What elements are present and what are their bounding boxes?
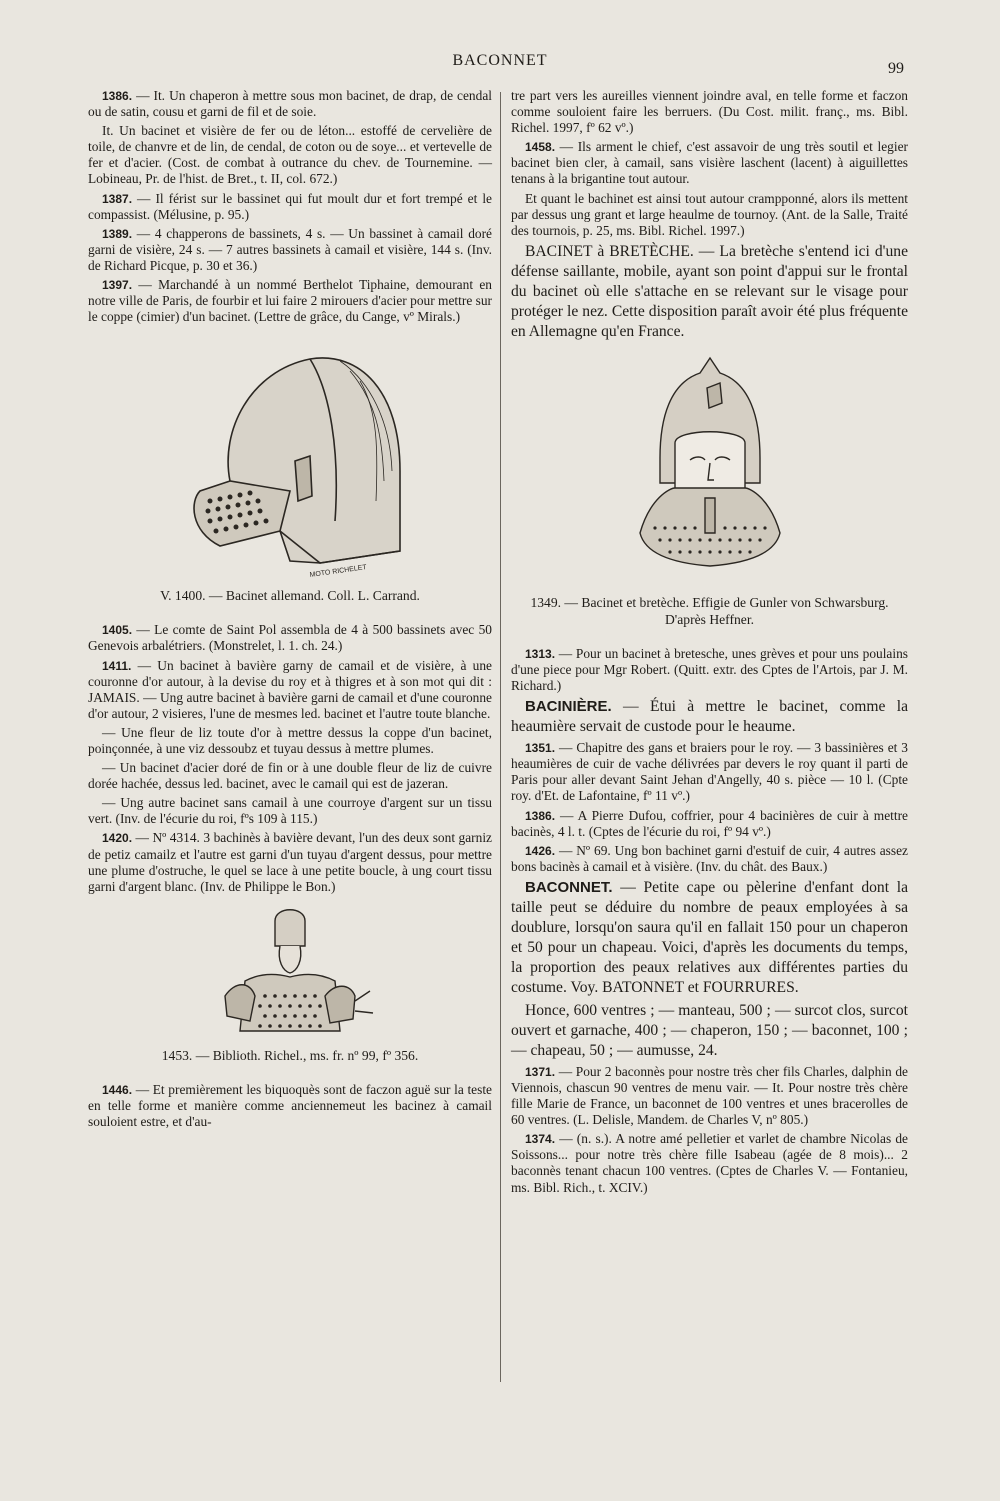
entry-year: 1411. [102,658,132,673]
paragraph-1386-dufou [511,808,908,840]
column-divider [500,92,501,1382]
figure-caption-1349: 1349. — Bacinet et bretèche. Effigie de Gunler von Schwarsburg. D'après Heffner. [530,594,889,627]
entry-year: 1351. [525,741,556,756]
entry-year: 1313. [525,646,556,661]
entry-heading: BACINIÈRE. [525,698,612,716]
entry-year: 1446. [102,1082,133,1097]
left-column [88,88,492,1133]
paragraph-peaux-list: Honce, 600 ventres ; — manteau, 500 ; — surcot clos, surcot ouvert et garnache, 400 ; — chaperon, 150 ; — baconnet, 100 ; — chapeau, 50 ; — aumusse, 24. [511,1001,908,1059]
entry-heading: BACONNET. [525,878,613,896]
running-head: BACONNET [452,52,548,69]
entry-text: — Chapitre des gans et braiers pour le roy. — 3 bassinières et 3 heaumières de cuir de vache délivrées par devers le roy quant il parti de Paris pour aller devant Saint Jehan d'Angelly, 40 s. pièce — 10 l. (Cpte roy. d'Et. de Lafontaine, fº 11 vº.) [511,740,908,804]
entry-year: 1397. [102,278,133,293]
entry-year: 1374. [525,1132,556,1147]
entry-text: — Un bacinet à bavière garny de camail et de visière, à une couronne d'or autour, à la devise du roy et à thigres et à son mot qui dit : JAMAIS. — Ung autre bacinet à bavière garni de camail et d'une couronne d'or autour, 2 visieres, l'une de mesmes led. bacinet et l'autre toute blanche. [88,657,492,721]
entry-year: 1420. [102,831,133,846]
right-column [511,88,908,1199]
entry-year: 1458. [525,140,556,155]
entry-baconnet [511,878,908,998]
entry-heading: BACINET à BRETÈCHE. [525,242,694,260]
entry-year: 1405. [102,623,133,638]
entry-baciniere [511,697,908,737]
engraver-signature: MOTO RICHELET [309,564,368,580]
entry-definition: — Étui à mettre le bacinet, comme la heaumière servait de custode pour le heaume. [511,698,908,736]
entry-definition: — La bretèche s'entend ici d'une défense saillante, mobile, ayant son point d'appui sur le frontal du bacinet où elle s'attache en se relevant sur le visage pour protéger le nez. Cette disposition paraît avoir été plus fréquente en Allemagne qu'en France. [511,242,908,340]
page-number: 99 [888,60,904,77]
paragraph-1405 [88,622,492,654]
entry-year: 1389. [102,226,133,241]
entry-text: — It. Un chaperon à mettre sous mon bacinet, de drap, de cendal ou de satin, cousu et garni de fil et de soie. [88,88,492,120]
paragraph-1397 [88,277,492,325]
paragraph-bachinet-crampponne: Et quant le bachinet est ainsi tout autour crampponné, alors ils mettent par dessus ung grant et large heaulme de tournoy. (Ant. de la Salle, Traité des tournois, p. 25, ms. Bibl. Richel. 1997.) [511,190,908,238]
paragraph-1387 [88,191,492,223]
paragraph-1313 [511,646,908,694]
entry-text: — 4 chapperons de bassinets, 4 s. — Un bassinet à camail doré garni de visière, 24 s. — 7 autres bassinets à camail et visière, 144 s. (Inv. de Richard Picque, p. 30 et 36.) [88,225,492,273]
paragraph-1371 [511,1064,908,1128]
entry-text: — (n. s.). A notre amé pelletier et varlet de chambre Nicolas de Soissons... pour notre très chère fille Isabeau (agée de 8 mois)... 2 baconnès tenant chacun 100 ventres. (Cptes de Charles V. — Fontanieu, ms. Bibl. Rich., t. XCIV.) [511,1131,908,1195]
armored-knight-illustration [205,901,375,1041]
entry-text: — Nº 69. Ung bon bachinet garni d'estuif de cuir, 4 autres assez bons bacinès à camail et à visière. (Inv. du chât. des Baux.) [511,842,908,874]
entry-text: — Marchandé à un nommé Berthelot Tiphaine, demourant en notre ville de Paris, de fourbir et lui faire 2 mirouers d'acier pour mettre sur le coppe (cimier) d'un bacinet. (Lettre de grâce, du Cange, vº Mirals.) [88,277,492,325]
entry-year: 1386. [525,808,556,823]
entry-bacinet-a-breteche [511,242,908,342]
entry-text: — Pour un bacinet à bretesche, unes grèves et pour uns poulains d'une piece pour Mgr Robert. (Quitt. extr. des Cptes de l'Artois, par J. M. Richard.) [511,645,908,694]
entry-year: 1387. [102,191,133,206]
paragraph-1411 [88,658,492,722]
paragraph-1374 [511,1131,908,1195]
effigy-illustration [610,348,810,588]
entry-year: 1386. [102,89,133,103]
entry-text: — Le comte de Saint Pol assembla de 4 à 500 bassinets avec 50 Genevois arbalétriers. (Monstrelet, l. 1. ch. 24.) [88,622,492,654]
paragraph-bacinet-visiere: It. Un bacinet et visière de fer ou de léton... estoffé de cervelière de toile, de chanvre et de lin, de cendal, de coton ou de soye... et vertevelle de fer et d'acier. (Cost. de combat à outrance du chev. de Tournemine. — Lobineau, Pr. de l'hist. de Bret., t. II, col. 672.) [88,123,492,187]
figure-bacinet-breteche [511,348,908,588]
paragraph-1389 [88,226,492,274]
entry-year: 1371. [525,1064,556,1079]
figure-bacinet-allemand [88,331,492,581]
paragraph-1420 [88,830,492,894]
paragraph-bacinet-acier: — Un bacinet d'acier doré de fin or à une double fleur de liz de cuivre dorée hachée, dessus led. bacinet, avec le camail qui est de jazeran. [88,760,492,792]
entry-year: 1426. [525,843,556,858]
bacinet-helmet-illustration [160,331,420,581]
figure-caption-1453: 1453. — Biblioth. Richel., ms. fr. nº 99, fº 356. [161,1047,419,1063]
paragraph-continuation: tre part vers les aureilles viennent joindre aval, en telle forme et faczon comme souloient faire les berruers. (Du Cost. milit. franç., ms. Bibl. Richel. 1997, fº 62 vº.) [511,88,908,136]
entry-text: — Pour 2 baconnès pour nostre très cher fils Charles, dalphin de Viennois, chascun 90 ventres de menu vair. — It. Pour nostre très chère fille Marie de France, un baconnet de 100 ventres et unes bracerolles de 60 ventres. (L. Delisle, Mandem. de Charles V, nº 805.) [511,1063,908,1128]
entry-text: — Ils arment le chief, c'est assavoir de ung très soutil et legier bacinet bien cler, à camail, sans visière laschent (lacent) à aiguillettes tenans à la brigantine tout autour. [511,139,908,187]
entry-definition: — Petite cape ou pèlerine d'enfant dont la taille peut se déduire du nombre de peaux employées à sa doublure, lorsqu'on saura qu'il en fallait 150 pour un chaperon et 50 pour un chapeau. Voici, d'après les documents du temps, la proportion des peaux relatives aux différentes parties du costume. Voy. BATONNET et FOURRURES. [511,878,908,996]
figure-armored-knight [88,901,492,1041]
paragraph-fleur-de-liz: — Une fleur de liz toute d'or à mettre dessus la coppe d'un bacinet, poinçonnée, à une viz dessoubz et tuyau dessus à mettre plumes. [88,724,492,756]
paragraph-1446 [88,1082,492,1130]
entry-text: — A Pierre Dufou, coffrier, pour 4 bacinières de cuir à mettre bacinès, 4 l. t. (Cptes de l'écurie du roi, fº 94 vº.) [511,807,908,839]
paragraph-1426 [511,843,908,875]
paragraph-1386 [88,88,492,120]
paragraph-bacinet-sans-camail: — Ung autre bacinet sans camail à une courroye d'argent sur un tissu vert. (Inv. de l'écurie du roi, fºs 109 à 115.) [88,795,492,827]
entry-text: — Nº 4314. 3 bachinès à bavière devant, l'un des deux sont garniz de petiz camailz et l'autre est garni d'un tuyau d'argent dessus, pour mettre une plume d'ostruche, le quel se lace à une petite boucle, à ung court tissu garni d'argent blanc. (Inv. de Philippe le Bon.) [88,830,493,894]
paragraph-1351 [511,740,908,804]
paragraph-1458 [511,139,908,187]
entry-text: — Il férist sur le bassinet qui fut moult dur et fort trempé et le compassist. (Mélusine, p. 95.) [88,190,492,222]
figure-caption-1400: V. 1400. — Bacinet allemand. Coll. L. Carrand. [160,588,420,604]
entry-text: — Et premièrement les biquoquès sont de faczon aguë sur la teste en telle forme et manière comme anciennemeut les bacinez à camail souloient estre, et d'au- [88,1081,492,1129]
